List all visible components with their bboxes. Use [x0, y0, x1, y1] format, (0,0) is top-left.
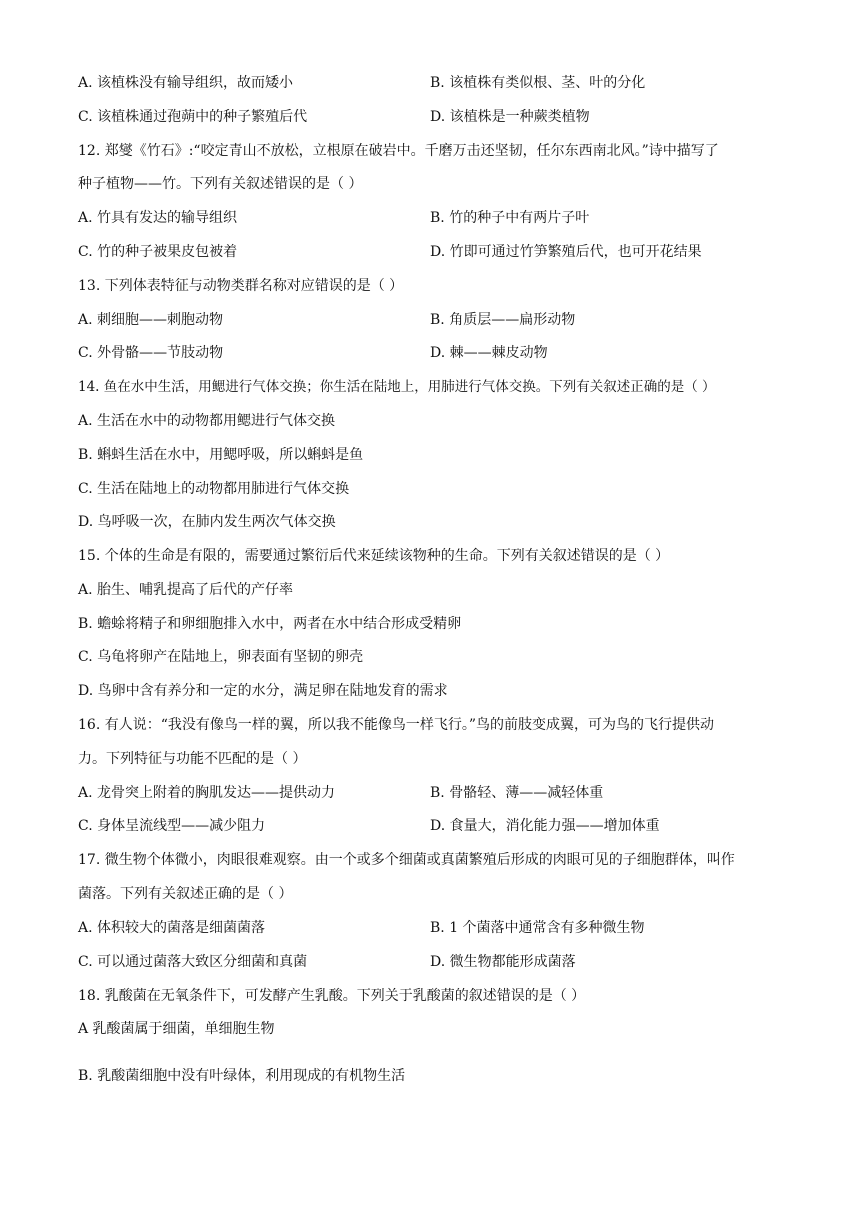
q16-stem-line1: 16. 有人说：“我没有像鸟一样的翼，所以我不能像鸟一样飞行。”鸟的前肢变成翼，可为鸟的飞行提供动 — [78, 717, 715, 733]
q12-stem-line2: 种子植物——竹。下列有关叙述错误的是（ ） — [78, 176, 363, 192]
q11-option-d: D. 该植株是一种蕨类植物 — [430, 109, 590, 125]
q11-option-c: C. 该植株通过孢蒴中的种子繁殖后代 — [78, 109, 308, 125]
q14-option-c: C. 生活在陆地上的动物都用肺进行气体交换 — [78, 481, 350, 497]
q18-stem: 18. 乳酸菌在无氧条件下，可发酵产生乳酸。下列关于乳酸菌的叙述错误的是（ ） — [78, 988, 586, 1004]
q13-stem: 13. 下列体表特征与动物类群名称对应错误的是（ ） — [78, 278, 404, 294]
q12-stem-line1: 12. 郑燮《竹石》:“咬定青山不放松，立根原在破岩中。千磨万击还坚韧，任尔东西南北风。”诗中描写了 — [78, 143, 719, 159]
q14-option-a: A. 生活在水中的动物都用鳃进行气体交换 — [78, 413, 336, 429]
q16-option-b: B. 骨骼轻、薄——减轻体重 — [430, 785, 604, 801]
q13-option-b: B. 角质层——扁形动物 — [430, 312, 576, 328]
q15-option-b: B. 蟾蜍将精子和卵细胞排入水中，两者在水中结合形成受精卵 — [78, 616, 462, 632]
q17-option-c: C. 可以通过菌落大致区分细菌和真菌 — [78, 954, 308, 970]
q12-option-c: C. 竹的种子被果皮包被着 — [78, 244, 238, 260]
q17-stem-line2: 菌落。下列有关叙述正确的是（ ） — [78, 886, 293, 902]
q14-option-d: D. 鸟呼吸一次，在肺内发生两次气体交换 — [78, 514, 336, 530]
q16-option-d: D. 食量大，消化能力强——增加体重 — [430, 818, 660, 834]
q13-option-a: A. 刺细胞——刺胞动物 — [78, 312, 224, 328]
q16-option-a: A. 龙骨突上附着的胸肌发达——提供动力 — [78, 785, 336, 801]
q15-option-c: C. 乌龟将卵产在陆地上，卵表面有坚韧的卵壳 — [78, 649, 364, 665]
q14-option-b: B. 蝌蚪生活在水中，用鳃呼吸，所以蝌蚪是鱼 — [78, 447, 364, 463]
q13-option-d: D. 棘——棘皮动物 — [430, 345, 548, 361]
q16-option-c: C. 身体呈流线型——减少阻力 — [78, 818, 266, 834]
q14-stem: 14. 鱼在水中生活，用鳃进行气体交换；你生活在陆地上，用肺进行气体交换。下列有关叙述正确的是（ ） — [78, 379, 716, 395]
q11-option-b: B. 该植株有类似根、茎、叶的分化 — [430, 75, 646, 91]
q16-stem-line2: 力。下列特征与功能不匹配的是（ ） — [78, 751, 307, 767]
q17-option-d: D. 微生物都能形成菌落 — [430, 954, 576, 970]
q12-option-b: B. 竹的种子中有两片子叶 — [430, 210, 590, 226]
q15-option-d: D. 鸟卵中含有养分和一定的水分，满足卵在陆地发育的需求 — [78, 683, 448, 699]
q17-stem-line1: 17. 微生物个体微小，肉眼很难观察。由一个或多个细菌或真菌繁殖后形成的肉眼可见的子细胞群体，叫作 — [78, 852, 735, 868]
q18-option-b: B. 乳酸菌细胞中没有叶绿体，利用现成的有机物生活 — [78, 1068, 406, 1084]
q17-option-a: A. 体积较大的菌落是细菌菌落 — [78, 920, 266, 936]
q17-option-b: B. 1 个菌落中通常含有多种微生物 — [430, 920, 645, 936]
q11-option-a: A. 该植株没有输导组织，故而矮小 — [78, 75, 294, 91]
q18-option-a: A 乳酸菌属于细菌，单细胞生物 — [78, 1021, 275, 1037]
q12-option-a: A. 竹具有发达的输导组织 — [78, 210, 238, 226]
q12-option-d: D. 竹即可通过竹笋繁殖后代，也可开花结果 — [430, 244, 702, 260]
q15-stem: 15. 个体的生命是有限的，需要通过繁衍后代来延续该物种的生命。下列有关叙述错误的是（ ） — [78, 548, 670, 564]
q15-option-a: A. 胎生、哺乳提高了后代的产仔率 — [78, 582, 294, 598]
q13-option-c: C. 外骨骼——节肢动物 — [78, 345, 224, 361]
